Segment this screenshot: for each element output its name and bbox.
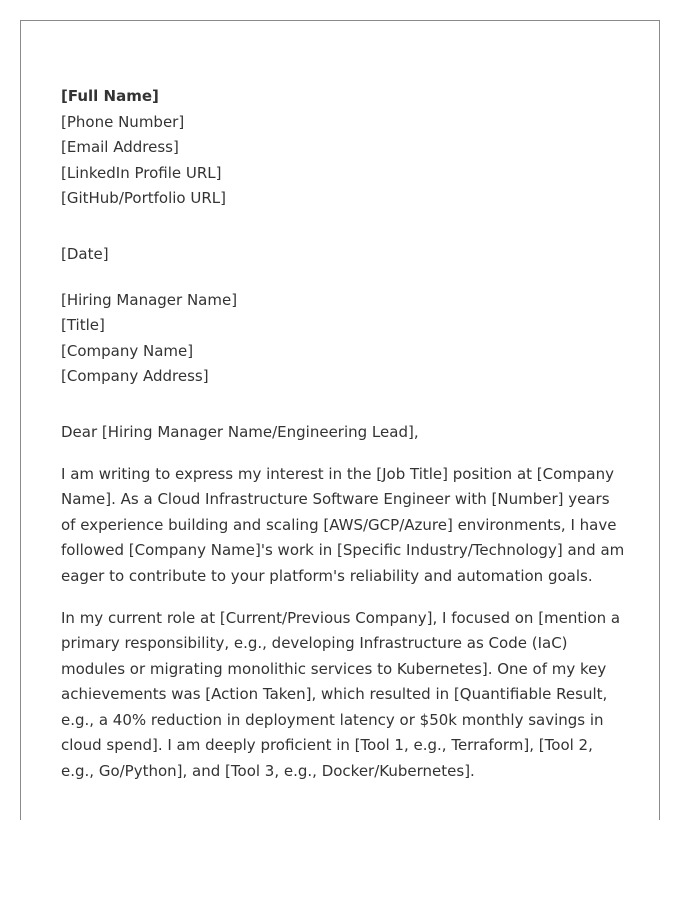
sender-linkedin: [LinkedIn Profile URL] bbox=[61, 163, 222, 182]
sender-phone: [Phone Number] bbox=[61, 112, 185, 131]
recipient-block bbox=[61, 288, 633, 390]
salutation: Dear [Hiring Manager Name/Engineering Lead], bbox=[61, 422, 419, 441]
recipient-address: [Company Address] bbox=[61, 367, 209, 386]
body-paragraph-1: I am writing to express my interest in the [Job Title] position at [Company Name]. As a Cloud Infrastructure Software Engineer with [Number] years of experience building and scaling [AWS/GCP/Azure] environments, I have followed [Company Name]'s work in [Specific Industry/Technology] and am eager to contribute to your platform's reliability and automation goals. bbox=[61, 464, 625, 585]
sender-full-name: [Full Name] bbox=[61, 87, 159, 105]
body-paragraph-2: In my current role at [Current/Previous Company], I focused on [mention a primary responsibility, e.g., developing Infrastructure as Code (IaC) modules or migrating monolithic services to Kubernetes]. One of my key achievements was [Action Taken], which resulted in [Quantifiable Result, e.g., a 40% reduction in deployment latency or $50k monthly savings in cloud spend]. I am deeply proficient in [Tool 1, e.g., Terraform], [Tool 2, e.g., Go/Python], and [Tool 3, e.g., Docker/Kubernetes]. bbox=[61, 608, 621, 781]
letter-body bbox=[61, 84, 633, 800]
letter-date: [Date] bbox=[61, 244, 109, 263]
recipient-company: [Company Name] bbox=[61, 341, 194, 360]
document-page bbox=[20, 20, 660, 820]
recipient-name: [Hiring Manager Name] bbox=[61, 290, 238, 309]
recipient-title: [Title] bbox=[61, 316, 105, 335]
sender-email: [Email Address] bbox=[61, 138, 179, 157]
sender-github: [GitHub/Portfolio URL] bbox=[61, 189, 226, 208]
sender-block bbox=[61, 84, 633, 212]
